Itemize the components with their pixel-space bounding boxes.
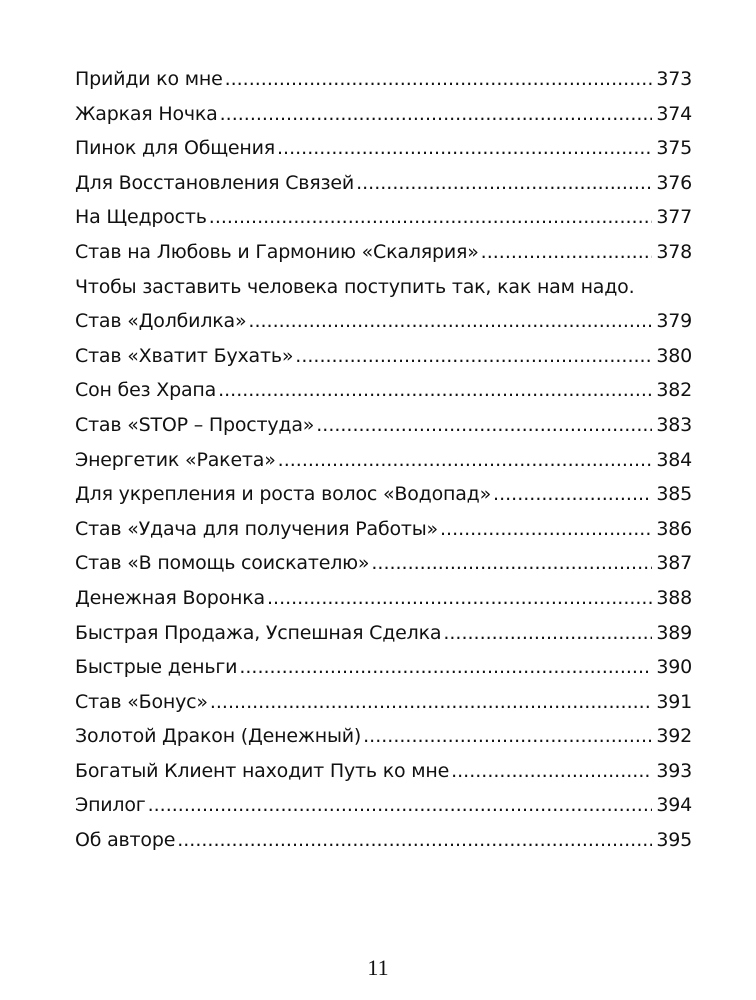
toc-line: [75, 443, 692, 478]
toc-dot-leader: [493, 477, 652, 512]
toc-entry: [75, 546, 692, 581]
toc-entry: [75, 131, 692, 166]
toc-entry-page: 382: [656, 379, 692, 402]
toc-dot-leader: [481, 235, 653, 270]
toc-entry-title: Став «STOP – Простуда»: [75, 413, 315, 436]
toc-dot-leader: [177, 823, 652, 858]
toc-entry-title: На Щедрость: [75, 206, 207, 229]
toc-line: [75, 754, 692, 789]
toc-entry-title: Сон без Храпа: [75, 379, 217, 402]
toc-entry-page: 383: [656, 413, 692, 436]
toc-entry: [75, 581, 692, 616]
toc-line: [75, 304, 692, 339]
toc-entry: [75, 477, 692, 512]
toc-entry: [75, 235, 692, 270]
toc-entry-page: 380: [656, 344, 692, 367]
toc-entry-multiline: [75, 270, 692, 339]
toc-entry-page: 385: [656, 483, 692, 506]
toc-dot-leader: [277, 131, 652, 166]
toc-entry-title: Став «Хватит Бухать»: [75, 344, 294, 367]
toc-line: [75, 131, 692, 166]
toc-entry-page: 373: [656, 68, 692, 90]
toc-entry-page: 377: [656, 206, 692, 229]
toc-line: [75, 823, 692, 858]
toc-entry: [75, 97, 692, 132]
toc-dot-leader: [356, 166, 652, 201]
toc-dot-leader: [440, 512, 652, 547]
toc-entry-page: 374: [656, 102, 692, 125]
toc-entry-title: Став «Долбилка»: [75, 310, 247, 333]
toc-entry: [75, 754, 692, 789]
toc-entry: [75, 373, 692, 408]
toc-dot-leader: [248, 304, 652, 339]
toc-entry-page: 391: [656, 690, 692, 713]
toc-entry-page: 375: [656, 137, 692, 160]
toc-entry-title: Став «Удача для получения Работы»: [75, 517, 438, 540]
toc-entry-title: Быстрые деньги: [75, 656, 238, 679]
page-number: 11: [367, 955, 389, 980]
toc-entry: [75, 685, 692, 720]
toc-entry: [75, 200, 692, 235]
toc-dot-leader: [278, 443, 653, 478]
toc-line: [75, 512, 692, 547]
toc-entry-title: Быстрая Продажа, Успешная Сделка: [75, 621, 442, 644]
toc-entry-title: Богатый Клиент находит Путь ко мне: [75, 759, 450, 782]
toc-entry: [75, 443, 692, 478]
toc-dot-leader: [218, 373, 652, 408]
toc-entry-page: 395: [656, 829, 692, 852]
toc-entry: [75, 408, 692, 443]
toc-entry-page: 393: [656, 759, 692, 782]
table-of-contents: [75, 62, 692, 858]
toc-dot-leader: [371, 546, 652, 581]
toc-entry: [75, 512, 692, 547]
toc-entry-subtitle: Чтобы заставить человека поступить так, как нам надо.: [75, 275, 635, 298]
toc-line: [75, 408, 692, 443]
toc-entry-title: Прийди ко мне: [75, 68, 223, 90]
toc-dot-leader: [295, 339, 652, 374]
toc-line: [75, 719, 692, 754]
toc-entry-title: Пинок для Общения: [75, 137, 276, 160]
toc-line: [75, 166, 692, 201]
toc-entry-title: Для укрепления и роста волос «Водопад»: [75, 483, 492, 506]
toc-entry-page: 392: [656, 725, 692, 748]
toc-entry-page: 376: [656, 171, 692, 194]
toc-entry-page: 386: [656, 517, 692, 540]
toc-line: [75, 477, 692, 512]
toc-entry: [75, 650, 692, 685]
toc-entry-title: Энергетик «Ракета»: [75, 448, 276, 471]
toc-line: [75, 616, 692, 651]
toc-line: [75, 788, 692, 823]
toc-entry-page: 379: [656, 310, 692, 333]
toc-line: [75, 685, 692, 720]
toc-dot-leader: [316, 408, 652, 443]
toc-entry-page: 388: [656, 586, 692, 609]
toc-entry-page: 384: [656, 448, 692, 471]
toc-entry-page: 387: [656, 552, 692, 575]
toc-entry-page: 389: [656, 621, 692, 644]
toc-entry-title: Став «Бонус»: [75, 690, 208, 713]
toc-dot-leader: [209, 200, 653, 235]
toc-line: [75, 200, 692, 235]
toc-entry: [75, 166, 692, 201]
toc-entry-title: Став «В помощь соискателю»: [75, 552, 370, 575]
toc-dot-leader: [451, 754, 652, 789]
toc-entry: [75, 339, 692, 374]
toc-line: [75, 339, 692, 374]
toc-entry-page: 390: [656, 656, 692, 679]
toc-entry-title: Денежная Воронка: [75, 586, 265, 609]
toc-entry-page: 378: [656, 240, 692, 263]
toc-dot-leader: [363, 719, 652, 754]
toc-dot-leader: [148, 788, 653, 823]
toc-entry-title: Об авторе: [75, 829, 176, 852]
toc-line: [75, 581, 692, 616]
toc-dot-leader: [225, 62, 653, 97]
toc-line: [75, 546, 692, 581]
toc-line: [75, 235, 692, 270]
toc-line: [75, 650, 692, 685]
toc-entry-title: Став на Любовь и Гармонию «Скалярия»: [75, 240, 479, 263]
toc-entry-title: Эпилог: [75, 794, 146, 817]
toc-dot-leader: [239, 650, 652, 685]
toc-entry: [75, 788, 692, 823]
toc-dot-leader: [210, 685, 652, 720]
toc-line: [75, 373, 692, 408]
toc-entry: [75, 62, 692, 97]
toc-dot-leader: [220, 97, 653, 132]
toc-entry: [75, 616, 692, 651]
toc-dot-leader: [267, 581, 652, 616]
toc-entry-title: Золотой Дракон (Денежный): [75, 725, 362, 748]
toc-line: [75, 62, 692, 97]
toc-entry-title: Для Восстановления Связей: [75, 171, 355, 194]
toc-entry: [75, 719, 692, 754]
toc-entry-title: Жаркая Ночка: [75, 102, 218, 125]
toc-line: [75, 97, 692, 132]
toc-entry-page: 394: [656, 794, 692, 817]
toc-dot-leader: [443, 616, 652, 651]
toc-entry: [75, 823, 692, 858]
